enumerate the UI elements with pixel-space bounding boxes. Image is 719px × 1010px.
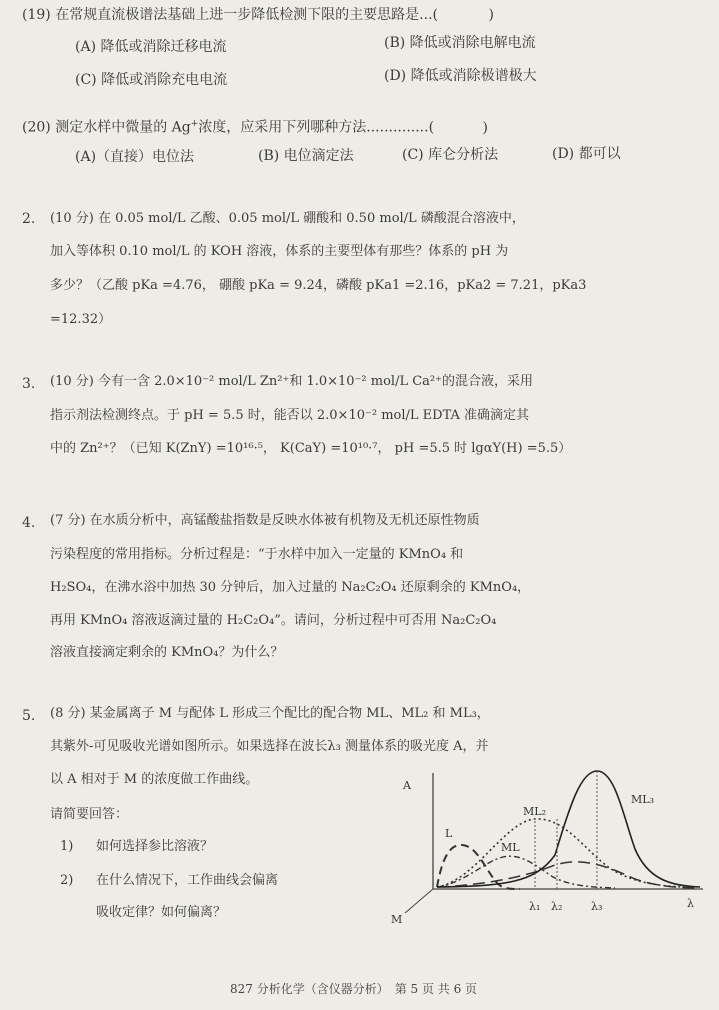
q19-stem-text: (19) 在常规直流极谱法基础上进一步降低检测下限的主要思路是...(: [22, 7, 438, 23]
problem-5-sub-1-number: 1): [60, 839, 74, 854]
q19-paren: ): [488, 7, 494, 23]
problem-5-sub-1-text: 如何选择参比溶液？: [96, 839, 214, 854]
q20-option-a: (A)（直接）电位法: [75, 149, 195, 165]
problem-5-sub-2-number: 2): [60, 873, 74, 888]
curve-ml2: [437, 819, 685, 887]
q20-option-c: (C) 库仑分析法: [402, 147, 499, 163]
problem-3-number: 3.: [22, 376, 36, 392]
q19-option-b: (B) 降低或消除电解电流: [384, 35, 536, 51]
problem-2-line-4: =12.32）: [50, 312, 112, 327]
problem-2-line-3: 多少？（乙酸 pKa =4.76， 硼酸 pKa = 9.24，磷酸 pKa1 =2.16，pKa2 = 7.21，pKa3: [50, 278, 587, 293]
problem-2-number: 2.: [22, 211, 36, 227]
problem-4-line-1: (7 分) 在水质分析中，高锰酸盐指数是反映水体被有机物及无机还原性物质: [50, 513, 480, 528]
lambda-1-label: λ₁: [529, 900, 541, 913]
label-ml3: ML₃: [631, 793, 654, 806]
m-axis-tail: [405, 889, 433, 913]
problem-5-sub-2-text-a: 在什么情况下，工作曲线会偏离: [96, 873, 279, 888]
problem-4-number: 4.: [22, 515, 36, 531]
y-axis-label: A: [403, 779, 411, 792]
curve-ml: [437, 856, 615, 888]
problem-4-line-4: 再用 KMnO₄ 溶液返滴过量的 H₂C₂O₄”。请问，分析过程中可否用 Na₂C₂O₄: [50, 613, 497, 628]
page-footer: 827 分析化学（含仪器分析） 第 5 页 共 6 页: [230, 982, 478, 996]
q20-stem-sup: +: [190, 119, 199, 129]
absorption-spectrum-figure: [385, 765, 715, 945]
problem-5-line-1: (8 分) 某金属离子 M 与配体 L 形成三个配比的配合物 ML、ML₂ 和 ML₃，: [50, 706, 490, 721]
label-m: M: [391, 913, 403, 926]
problem-4-line-5: 溶液直接滴定剩余的 KMnO₄？为什么？: [50, 645, 284, 660]
lambda-3-label: λ₃: [591, 900, 603, 913]
q20-paren: ): [482, 119, 488, 136]
label-ml: ML: [501, 841, 520, 854]
problem-2-line-1: (10 分) 在 0.05 mol/L 乙酸、0.05 mol/L 硼酸和 0.50 mol/L 磷酸混合溶液中，: [50, 211, 525, 226]
x-axis-label: λ: [687, 897, 694, 910]
problem-5-line-2: 其紫外-可见吸收光谱如图所示。如果选择在波长λ₃ 测量体系的吸光度 A，并: [50, 739, 489, 754]
curve-dashed-wide: [437, 862, 700, 888]
problem-5-line-3: 以 A 相对于 M 的浓度做工作曲线。: [50, 772, 259, 787]
q20-stem-post: 浓度，应采用下列哪种方法..............(: [198, 119, 435, 136]
q19-stem: [22, 6, 494, 24]
q20-option-d: (D) 都可以: [552, 146, 621, 162]
label-ml2: ML₂: [523, 805, 546, 818]
q19-option-a: (A) 降低或消除迁移电流: [75, 39, 227, 55]
q20-stem: [22, 115, 488, 137]
problem-2-line-2: 加入等体积 0.10 mol/L 的 KOH 溶液，体系的主要型体有那些？体系的 pH 为: [50, 244, 509, 259]
q19-option-d: (D) 降低或消除极谱极大: [384, 68, 537, 84]
label-l: L: [445, 827, 453, 840]
q20-option-b: (B) 电位滴定法: [258, 148, 354, 164]
lambda-2-label: λ₂: [551, 900, 563, 913]
q19-option-c: (C) 降低或消除充电电流: [75, 72, 228, 88]
q20-stem-pre: (20) 测定水样中微量的 Ag: [22, 119, 191, 136]
problem-3-line-3: 中的 Zn²⁺？（已知 K(ZnY) =10¹⁶·⁵， K(CaY) =10¹⁰·⁷， pH =5.5 时 lgαY(H) =5.5）: [50, 441, 572, 456]
problem-5-sub-2-text-b: 吸收定律？如何偏离？: [96, 905, 227, 920]
problem-3-line-2: 指示剂法检测终点。于 pH = 5.5 时，能否以 2.0×10⁻² mol/L EDTA 准确滴定其: [50, 408, 530, 423]
problem-5-line-4: 请简要回答：: [50, 807, 129, 822]
problem-4-line-2: 污染程度的常用指标。分析过程是：“于水样中加入一定量的 KMnO₄ 和: [50, 547, 464, 562]
problem-5-number: 5.: [22, 708, 36, 724]
problem-4-line-3: H₂SO₄，在沸水浴中加热 30 分钟后，加入过量的 Na₂C₂O₄ 还原剩余的 KMnO₄，: [50, 580, 531, 595]
problem-3-line-1: (10 分) 今有一含 2.0×10⁻² mol/L Zn²⁺和 1.0×10⁻² mol/L Ca²⁺的混合液，采用: [50, 374, 534, 389]
